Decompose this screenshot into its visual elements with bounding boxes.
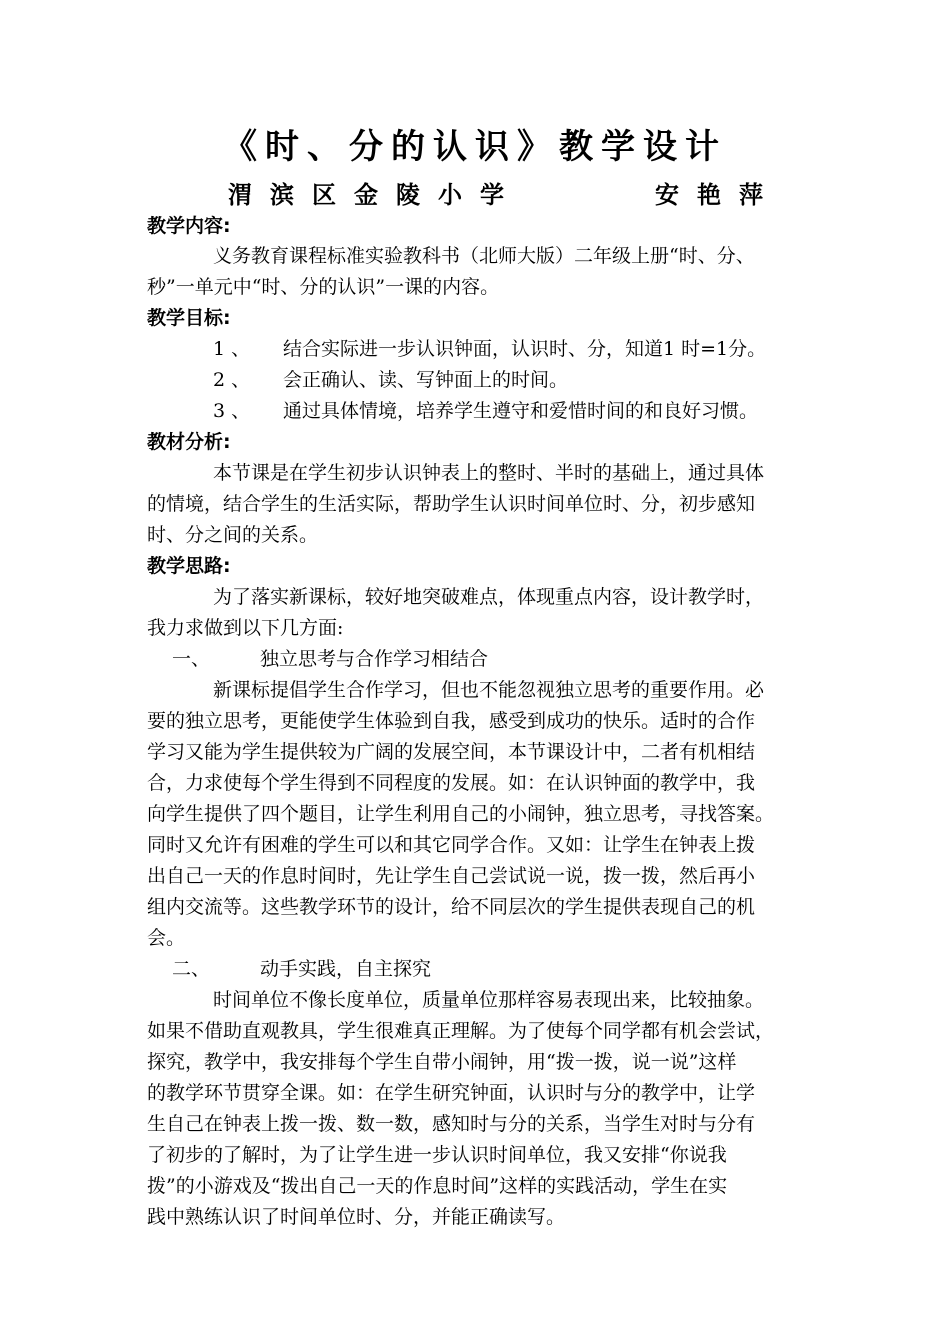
- paragraph-line: 本节课是在学生初步认识钟表上的整时、半时的基础上，通过具体: [213, 462, 765, 484]
- section-heading: 教学目标:: [147, 307, 231, 329]
- paragraph-line: 义务教育课程标准实验教科书（北师大版）二年级上册“时、分、: [213, 245, 755, 267]
- paragraph-line: 生自己在钟表上拨一拨、数一数，感知时与分的关系，当学生对时与分有: [147, 1113, 756, 1135]
- paragraph-line: 探究，教学中，我安排每个学生自带小闹钟，用“拨一拨，说一说”这样: [147, 1051, 737, 1073]
- paragraph-line: 新课标提倡学生合作学习，但也不能忽视独立思考的重要作用。必: [213, 679, 765, 701]
- section-heading: 教学思路:: [147, 555, 231, 577]
- paragraph-line: 秒”一单元中“时、分的认识”一课的内容。: [147, 276, 500, 298]
- list-item-text: 结合实际进一步认识钟面，认识时、分，知道1 时=1分。: [283, 338, 767, 360]
- paragraph-line: 时、分之间的关系。: [147, 524, 319, 546]
- paragraph-line: 我力求做到以下几方面:: [147, 617, 344, 639]
- paragraph-line: 时间单位不像长度单位，质量单位那样容易表现出来，比较抽象。: [213, 989, 765, 1011]
- paragraph-line: 的教学环节贯穿全课。如：在学生研究钟面，认识时与分的教学中，让学: [147, 1082, 756, 1104]
- subsection-number: 一、: [172, 648, 211, 670]
- list-item-number: 1 、: [213, 338, 251, 360]
- paragraph-line: 同时又允许有困难的学生可以和其它同学合作。又如：让学生在钟表上拨: [147, 834, 756, 856]
- list-item-text: 通过具体情境，培养学生遵守和爱惜时间的和良好习惯。: [283, 400, 759, 422]
- paragraph-line: 学习又能为学生提供较为广阔的发展空间，本节课设计中，二者有机相结: [147, 741, 756, 763]
- paragraph-line: 践中熟练认识了时间单位时、分，并能正确读写。: [147, 1206, 566, 1228]
- paragraph-line: 组内交流等。这些教学环节的设计，给不同层次的学生提供表现自己的机: [147, 896, 756, 918]
- paragraph-line: 的情境，结合学生的生活实际，帮助学生认识时间单位时、分，初步感知: [147, 493, 756, 515]
- document-title: 《时、分的认识》教学设计: [223, 127, 727, 167]
- paragraph-line: 合，力求使每个学生得到不同程度的发展。如：在认识钟面的教学中，我: [147, 772, 756, 794]
- paragraph-line: 了初步的了解时，为了让学生进一步认识时间单位，我又安排“你说我: [147, 1144, 727, 1166]
- author-name: 安艳萍: [655, 181, 781, 209]
- paragraph-line: 如果不借助直观教具，学生很难真正理解。为了使每个同学都有机会尝试，: [147, 1020, 775, 1042]
- list-item-text: 会正确认、读、写钟面上的时间。: [283, 369, 569, 391]
- section-heading: 教材分析:: [147, 431, 231, 453]
- author-school: 渭滨区金陵小学: [228, 181, 522, 209]
- paragraph-line: 为了落实新课标，较好地突破难点，体现重点内容，设计教学时，: [213, 586, 765, 608]
- list-item-number: 3 、: [213, 400, 251, 422]
- paragraph-line: 拨”的小游戏及“拨出自己一天的作息时间”这样的实践活动，学生在实: [147, 1175, 728, 1197]
- paragraph-line: 会。: [147, 927, 186, 949]
- list-item-number: 2 、: [213, 369, 251, 391]
- paragraph-line: 要的独立思考，更能使学生体验到自我，感受到成功的快乐。适时的合作: [147, 710, 756, 732]
- subsection-number: 二、: [172, 958, 211, 980]
- paragraph-line: 出自己一天的作息时间时，先让学生自己尝试说一说，拨一拨，然后再小: [147, 865, 756, 887]
- paragraph-line: 向学生提供了四个题目，让学生利用自己的小闹钟，独立思考，寻找答案。: [147, 803, 775, 825]
- subsection-title: 独立思考与合作学习相结合: [260, 648, 489, 670]
- subsection-title: 动手实践，自主探究: [260, 958, 432, 980]
- section-heading: 教学内容:: [147, 215, 231, 237]
